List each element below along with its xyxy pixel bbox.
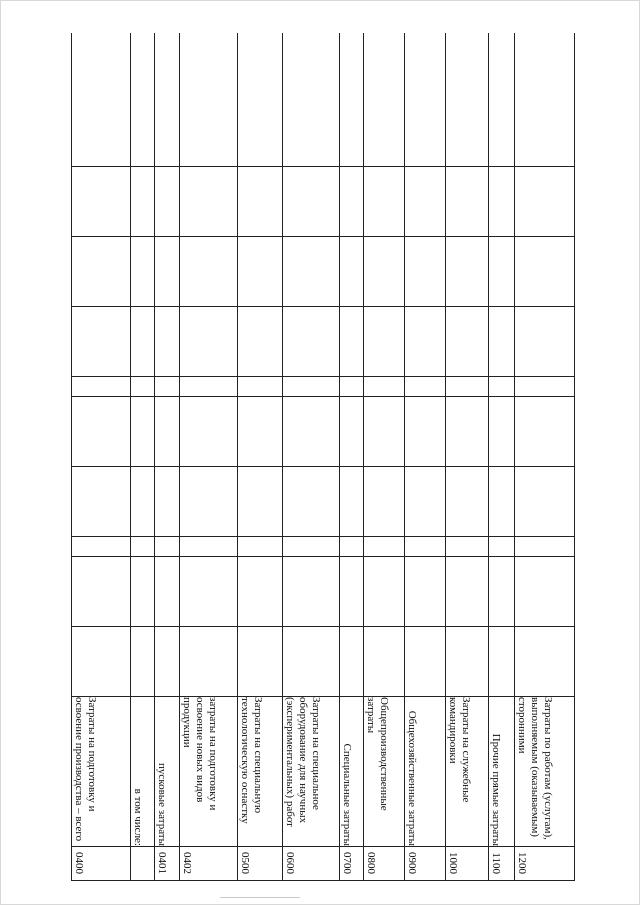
empty-cell (404, 237, 446, 307)
empty-cell (130, 307, 154, 377)
row-label-text: Затраты на специальное оборудование для научных (экспериментальных) работ (283, 697, 322, 827)
empty-cell (488, 557, 514, 627)
empty-cell (130, 627, 154, 697)
empty-cell (72, 557, 131, 627)
empty-cell (72, 467, 131, 537)
table-row (488, 33, 514, 881)
row-label (238, 697, 283, 847)
empty-cell (488, 167, 514, 237)
empty-cell (282, 397, 339, 467)
row-label (339, 697, 363, 847)
empty-cell (72, 167, 131, 237)
empty-cell (446, 557, 489, 627)
empty-cell (339, 537, 363, 557)
row-label (404, 697, 446, 847)
empty-cell (515, 167, 575, 237)
empty-cell (446, 627, 489, 697)
empty-cell (446, 167, 489, 237)
empty-cell (282, 627, 339, 697)
row-code (488, 847, 514, 881)
empty-cell (446, 307, 489, 377)
table-row (404, 33, 446, 881)
empty-cell (364, 237, 405, 307)
row-label (364, 697, 405, 847)
empty-cell (282, 467, 339, 537)
empty-cell (404, 307, 446, 377)
empty-cell (488, 33, 514, 167)
table-row (282, 33, 339, 881)
empty-cell (130, 557, 154, 627)
empty-cell (282, 237, 339, 307)
empty-cell (238, 307, 283, 377)
row-label-text: Затраты на подготовку и освоение производства – всего (73, 697, 98, 842)
empty-cell (155, 33, 180, 167)
empty-cell (238, 377, 283, 397)
empty-cell (364, 377, 405, 397)
row-label-text: Специальные затраты (340, 743, 353, 846)
scan-artifact (220, 897, 300, 898)
empty-cell (130, 167, 154, 237)
empty-cell (180, 627, 238, 697)
empty-cell (238, 33, 283, 167)
empty-cell (446, 397, 489, 467)
empty-cell (72, 537, 131, 557)
row-code (155, 847, 180, 881)
empty-cell (180, 377, 238, 397)
table-row (515, 33, 575, 881)
cost-grid (71, 33, 575, 881)
empty-cell (282, 307, 339, 377)
row-label (155, 697, 180, 847)
empty-cell (404, 167, 446, 237)
empty-cell (155, 537, 180, 557)
row-code-text: 0800 (365, 852, 377, 875)
row-code (515, 847, 575, 881)
empty-cell (72, 33, 131, 167)
empty-cell (282, 377, 339, 397)
empty-cell (515, 557, 575, 627)
empty-cell (364, 307, 405, 377)
empty-cell (339, 377, 363, 397)
row-label (446, 697, 489, 847)
empty-cell (282, 167, 339, 237)
cost-table (71, 33, 575, 881)
empty-cell (488, 397, 514, 467)
empty-cell (339, 167, 363, 237)
empty-cell (238, 397, 283, 467)
row-code-text: 1100 (489, 852, 502, 875)
row-label-text: затраты на подготовку и освоение новых видов продукции (181, 697, 220, 811)
empty-cell (488, 467, 514, 537)
empty-cell (446, 377, 489, 397)
empty-cell (446, 237, 489, 307)
empty-cell (488, 537, 514, 557)
empty-cell (155, 397, 180, 467)
empty-cell (446, 33, 489, 167)
empty-cell (282, 537, 339, 557)
row-label (515, 697, 575, 847)
empty-cell (404, 33, 446, 167)
empty-cell (72, 307, 131, 377)
row-code-text: 0500 (239, 852, 252, 875)
row-code (238, 847, 283, 881)
empty-cell (180, 397, 238, 467)
empty-cell (238, 557, 283, 627)
row-label-text: Прочие прямые затраты (489, 733, 502, 846)
empty-cell (72, 627, 131, 697)
empty-cell (180, 237, 238, 307)
empty-cell (180, 167, 238, 237)
row-label (282, 697, 339, 847)
empty-cell (488, 377, 514, 397)
empty-cell (238, 627, 283, 697)
row-code (72, 847, 131, 881)
empty-cell (404, 467, 446, 537)
empty-cell (339, 397, 363, 467)
row-code-text: 0700 (340, 852, 353, 875)
empty-cell (238, 467, 283, 537)
empty-cell (515, 377, 575, 397)
empty-cell (339, 237, 363, 307)
row-code-text: 0600 (283, 852, 296, 875)
row-label-text: Общепроизводственные затраты (365, 697, 390, 811)
row-label-text: Затраты на служебные командировки (447, 697, 473, 803)
empty-cell (364, 557, 405, 627)
empty-cell (515, 537, 575, 557)
empty-cell (364, 537, 405, 557)
empty-cell (488, 307, 514, 377)
row-code (364, 847, 405, 881)
empty-cell (238, 537, 283, 557)
empty-cell (180, 307, 238, 377)
empty-cell (72, 377, 131, 397)
empty-cell (282, 33, 339, 167)
empty-cell (155, 307, 180, 377)
table-row (180, 33, 238, 881)
empty-cell (446, 467, 489, 537)
empty-cell (404, 377, 446, 397)
row-code (130, 847, 154, 881)
row-label (488, 697, 514, 847)
table-row (446, 33, 489, 881)
empty-cell (130, 467, 154, 537)
empty-cell (155, 237, 180, 307)
empty-cell (364, 467, 405, 537)
empty-cell (339, 33, 363, 167)
empty-cell (404, 557, 446, 627)
row-label (72, 697, 131, 847)
empty-cell (515, 237, 575, 307)
row-code-text: 0900 (405, 852, 418, 875)
empty-cell (364, 397, 405, 467)
row-label-text: Затраты на специальную технологическую оснастку (239, 697, 265, 824)
row-label-text: пусковые затраты (156, 763, 169, 846)
empty-cell (339, 307, 363, 377)
row-label-text: в том числе: (131, 788, 144, 846)
empty-cell (364, 627, 405, 697)
empty-cell (339, 557, 363, 627)
empty-cell (488, 237, 514, 307)
empty-cell (72, 237, 131, 307)
empty-cell (488, 627, 514, 697)
empty-cell (130, 377, 154, 397)
empty-cell (130, 33, 154, 167)
empty-cell (130, 537, 154, 557)
row-label-text: Затраты по работам (услугам), выполняемым (оказываемым) сторонними (516, 697, 555, 840)
row-label (130, 697, 154, 847)
empty-cell (404, 627, 446, 697)
table-row (72, 33, 131, 881)
empty-cell (364, 33, 405, 167)
empty-cell (515, 33, 575, 167)
row-code-text: 0402 (181, 852, 194, 875)
row-code-text: 1000 (447, 852, 460, 875)
empty-cell (404, 537, 446, 557)
empty-cell (180, 33, 238, 167)
empty-cell (238, 237, 283, 307)
empty-cell (180, 557, 238, 627)
row-code (404, 847, 446, 881)
empty-cell (515, 627, 575, 697)
empty-cell (155, 557, 180, 627)
table-row (238, 33, 283, 881)
empty-cell (155, 467, 180, 537)
row-code-text: 1200 (516, 852, 529, 875)
row-label (180, 697, 238, 847)
empty-cell (155, 377, 180, 397)
row-code (339, 847, 363, 881)
table-row (364, 33, 405, 881)
row-code (180, 847, 238, 881)
row-code (446, 847, 489, 881)
empty-cell (364, 167, 405, 237)
empty-cell (515, 307, 575, 377)
table-row (130, 33, 154, 881)
empty-cell (515, 397, 575, 467)
table-row (339, 33, 363, 881)
empty-cell (404, 397, 446, 467)
empty-cell (339, 467, 363, 537)
table-row (155, 33, 180, 881)
empty-cell (130, 397, 154, 467)
empty-cell (130, 237, 154, 307)
empty-cell (238, 167, 283, 237)
empty-cell (180, 537, 238, 557)
row-code-text: 0400 (73, 852, 85, 875)
empty-cell (155, 627, 180, 697)
row-code-text: 0401 (156, 852, 169, 875)
empty-cell (72, 397, 131, 467)
empty-cell (180, 467, 238, 537)
row-code (282, 847, 339, 881)
row-label-text: Общехозяйственные затраты (405, 710, 418, 846)
empty-cell (515, 467, 575, 537)
empty-cell (446, 537, 489, 557)
empty-cell (339, 627, 363, 697)
empty-cell (155, 167, 180, 237)
empty-cell (282, 557, 339, 627)
